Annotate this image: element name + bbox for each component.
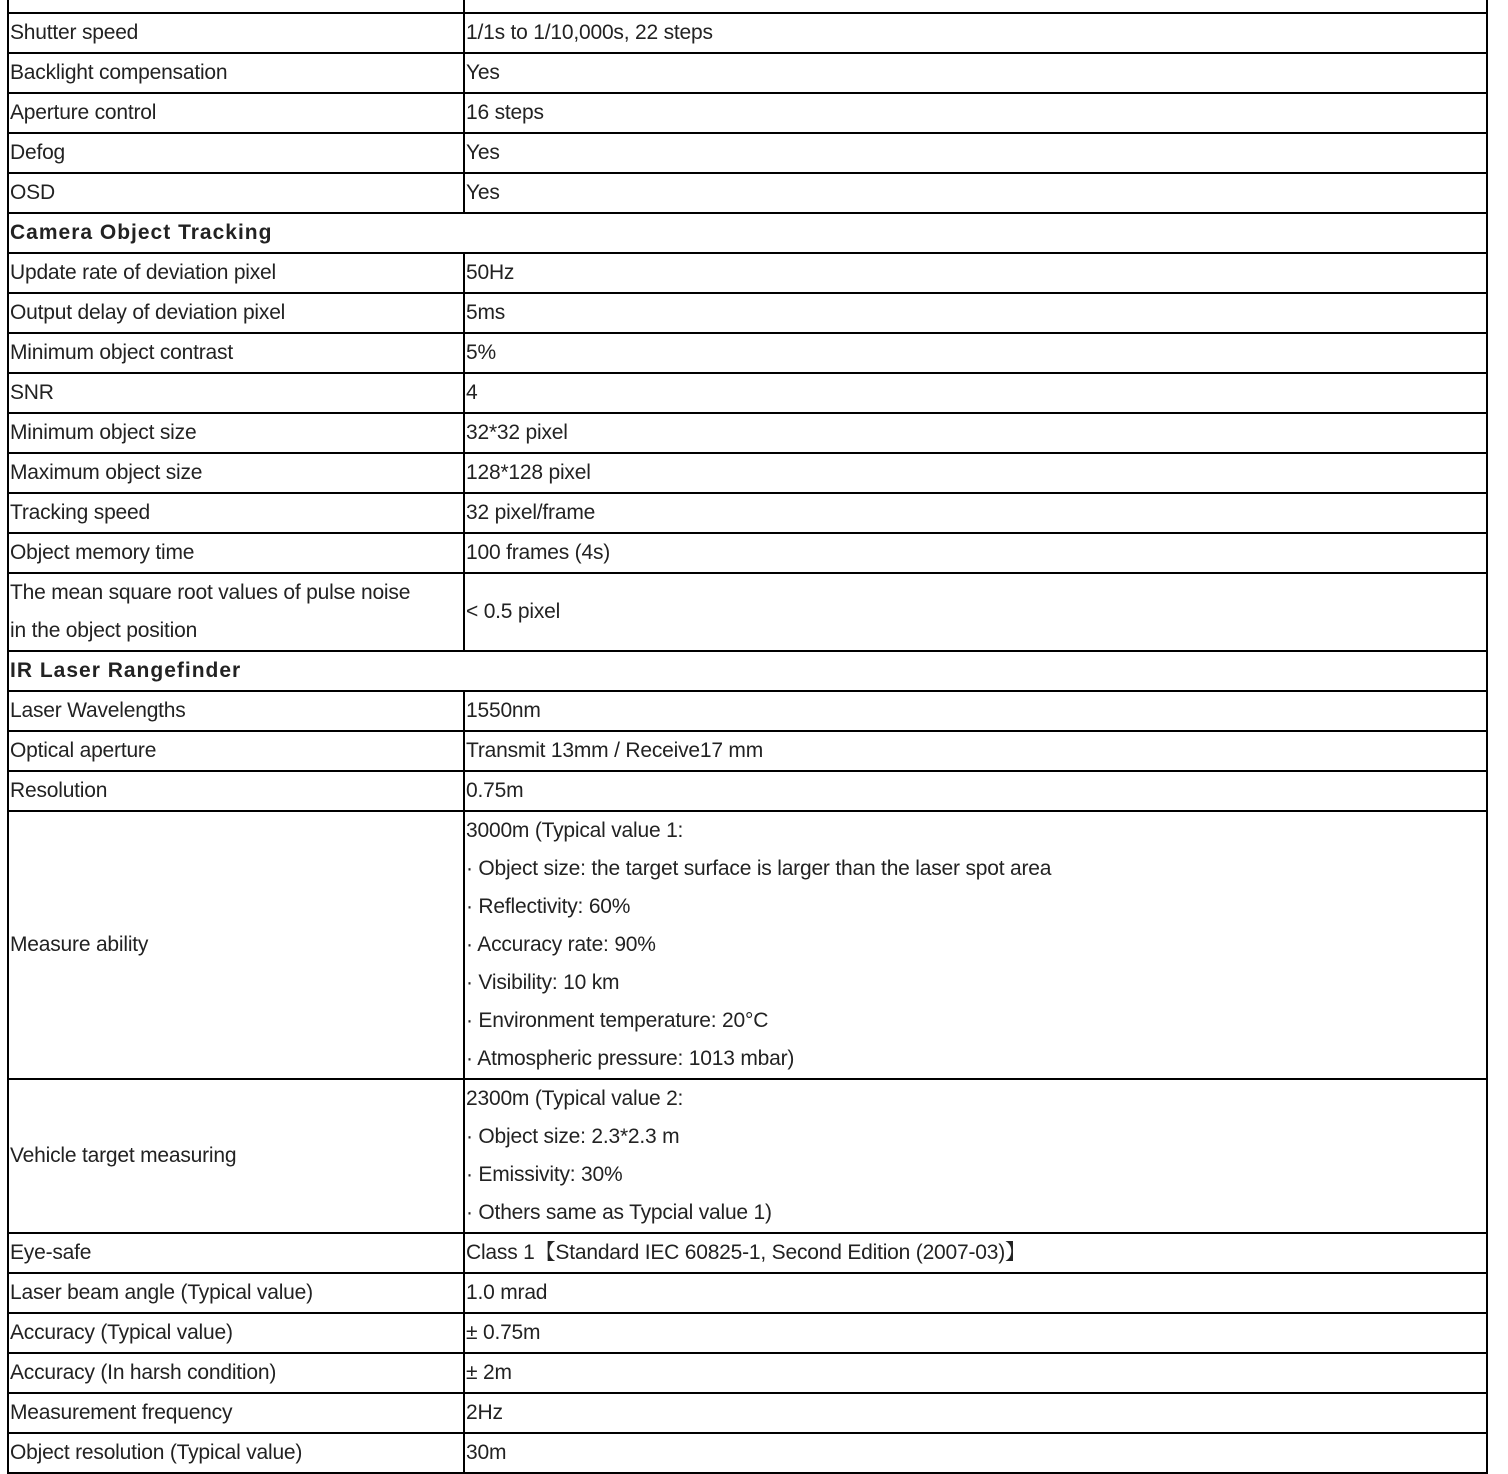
spec-value: 30m (464, 1433, 1487, 1473)
spec-value-line: 2300m (Typical value 2: (466, 1087, 684, 1110)
table-row-measure-ability (8, 811, 1487, 1079)
section-header-row (8, 213, 1487, 253)
spec-label: Aperture control (8, 93, 464, 133)
spec-value: 5% (464, 333, 1487, 373)
table-row (8, 533, 1487, 573)
spec-value-line: · Object size: 2.3*2.3 m (466, 1125, 680, 1148)
spec-value: ± 0.75m (464, 1313, 1487, 1353)
spec-value-cell (464, 0, 1487, 13)
spec-value-multiline (464, 811, 1487, 1079)
spec-label: Measurement frequency (8, 1393, 464, 1433)
spec-label: Optical aperture (8, 731, 464, 771)
spec-label-line: in the object position (10, 619, 198, 642)
spec-value: 4 (464, 373, 1487, 413)
table-row (8, 253, 1487, 293)
spec-label: Object resolution (Typical value) (8, 1433, 464, 1473)
spec-value: 16 steps (464, 93, 1487, 133)
spec-label: Vehicle target measuring (8, 1079, 464, 1233)
spec-value: 50Hz (464, 253, 1487, 293)
spec-label: SNR (8, 373, 464, 413)
table-row (8, 1393, 1487, 1433)
section-heading-tracking: Camera Object Tracking (8, 213, 1487, 253)
table-row (8, 293, 1487, 333)
spec-label (8, 573, 464, 651)
spec-label: Resolution (8, 771, 464, 811)
table-row (8, 13, 1487, 53)
spec-value: 0.75m (464, 771, 1487, 811)
spec-value: 5ms (464, 293, 1487, 333)
spec-label-line: The mean square root values of pulse noise (10, 581, 411, 604)
table-row (8, 173, 1487, 213)
spec-label: Defog (8, 133, 464, 173)
table-row (8, 413, 1487, 453)
table-row (8, 373, 1487, 413)
table-row (8, 133, 1487, 173)
spec-label: Backlight compensation (8, 53, 464, 93)
spec-value-line: · Others same as Typcial value 1) (466, 1201, 772, 1224)
spec-value: 1/1s to 1/10,000s, 22 steps (464, 13, 1487, 53)
spec-value-line: · Reflectivity: 60% (466, 895, 631, 918)
spec-label: Measure ability (8, 811, 464, 1079)
spec-label: Laser Wavelengths (8, 691, 464, 731)
spec-value-line: · Object size: the target surface is larger than the laser spot area (466, 857, 1052, 880)
table-row (8, 1433, 1487, 1473)
table-row (8, 771, 1487, 811)
table-row (8, 53, 1487, 93)
spec-label: Tracking speed (8, 493, 464, 533)
spec-label: Minimum object size (8, 413, 464, 453)
spec-value: 2Hz (464, 1393, 1487, 1433)
spec-value-line: · Accuracy rate: 90% (466, 933, 656, 956)
spec-label: Output delay of deviation pixel (8, 293, 464, 333)
table-row (8, 493, 1487, 533)
spec-value: 1550nm (464, 691, 1487, 731)
table-row (8, 1313, 1487, 1353)
spec-label-cell (8, 0, 464, 13)
table-row (8, 93, 1487, 133)
spec-value-line: · Atmospheric pressure: 1013 mbar) (466, 1047, 795, 1070)
spec-label: Shutter speed (8, 13, 464, 53)
spec-value-multiline (464, 1079, 1487, 1233)
table-row-cropped (8, 0, 1487, 13)
spec-value: Yes (464, 53, 1487, 93)
spec-value: 128*128 pixel (464, 453, 1487, 493)
spec-label: OSD (8, 173, 464, 213)
spec-value: Class 1【Standard IEC 60825-1, Second Edition (2007-03)】 (464, 1233, 1487, 1273)
spec-value: 100 frames (4s) (464, 533, 1487, 573)
spec-label: Accuracy (Typical value) (8, 1313, 464, 1353)
spec-label: Maximum object size (8, 453, 464, 493)
spec-value: Yes (464, 133, 1487, 173)
spec-label: Eye-safe (8, 1233, 464, 1273)
spec-value: Transmit 13mm / Receive17 mm (464, 731, 1487, 771)
table-row (8, 1353, 1487, 1393)
spec-value: < 0.5 pixel (464, 573, 1487, 651)
section-heading-laser: IR Laser Rangefinder (8, 651, 1487, 691)
spec-value-line: · Visibility: 10 km (466, 971, 620, 994)
spec-label: Update rate of deviation pixel (8, 253, 464, 293)
spec-value-line: · Emissivity: 30% (466, 1163, 623, 1186)
spec-label: Minimum object contrast (8, 333, 464, 373)
section-header-row (8, 651, 1487, 691)
spec-value: 1.0 mrad (464, 1273, 1487, 1313)
table-row (8, 731, 1487, 771)
spec-label: Laser beam angle (Typical value) (8, 1273, 464, 1313)
spec-value-line: 3000m (Typical value 1: (466, 819, 684, 842)
table-row (8, 1233, 1487, 1273)
table-row (8, 453, 1487, 493)
spec-value-line: · Environment temperature: 20°C (466, 1009, 769, 1032)
table-row-vehicle-target (8, 1079, 1487, 1233)
spec-value: Yes (464, 173, 1487, 213)
spec-table (7, 0, 1488, 1474)
spec-label: Object memory time (8, 533, 464, 573)
table-row (8, 333, 1487, 373)
table-row-rms-noise (8, 573, 1487, 651)
table-row (8, 691, 1487, 731)
spec-label: Accuracy (In harsh condition) (8, 1353, 464, 1393)
table-row (8, 1273, 1487, 1313)
spec-value: 32 pixel/frame (464, 493, 1487, 533)
spec-value: 32*32 pixel (464, 413, 1487, 453)
spec-value: ± 2m (464, 1353, 1487, 1393)
